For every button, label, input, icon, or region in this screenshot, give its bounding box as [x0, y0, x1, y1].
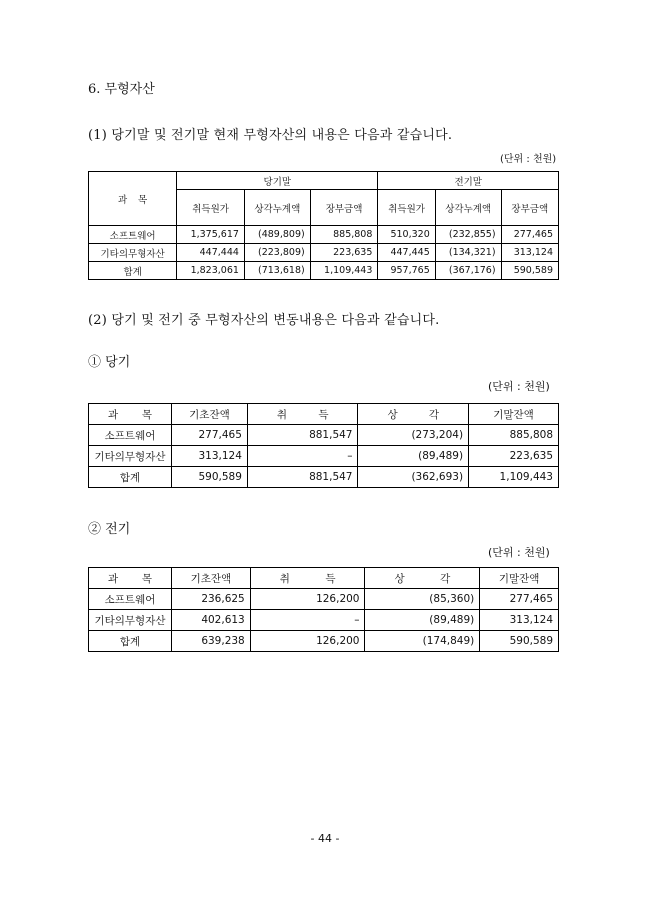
cell: 277,465: [501, 226, 558, 244]
cell: (85,360): [365, 589, 480, 610]
cell: 402,613: [172, 610, 251, 631]
col-header: 장부금액: [501, 190, 558, 226]
cell: 510,320: [378, 226, 435, 244]
row-label: 기타의무형자산: [89, 244, 177, 262]
table-row: [89, 610, 559, 631]
table-row-total: [89, 631, 559, 652]
cell: (232,855): [435, 226, 501, 244]
header-acquisition: 취 득: [250, 568, 365, 589]
cell: 223,635: [310, 244, 378, 262]
header-closing: 기말잔액: [480, 568, 559, 589]
cell: 1,375,617: [177, 226, 245, 244]
cell: 885,808: [469, 425, 559, 446]
header-subject: 과 목: [89, 568, 172, 589]
row-label: 소프트웨어: [89, 425, 172, 446]
header-opening: 기초잔액: [172, 568, 251, 589]
row-label: 기타의무형자산: [89, 610, 172, 631]
table-row: [89, 244, 559, 262]
header-current-period: 당기말: [177, 172, 378, 190]
col-header: 취득원가: [177, 190, 245, 226]
cell: 313,124: [480, 610, 559, 631]
cell: (89,489): [365, 610, 480, 631]
cell: 313,124: [172, 446, 248, 467]
paragraph-1: (1) 당기말 및 전기말 현재 무형자산의 내용은 다음과 같습니다.: [88, 128, 453, 143]
cell: 590,589: [172, 467, 248, 488]
header-opening: 기초잔액: [172, 404, 248, 425]
row-label: 기타의무형자산: [89, 446, 172, 467]
cell: (489,809): [244, 226, 310, 244]
cell: –: [250, 610, 365, 631]
unit-label-1: (단위 : 천원): [500, 154, 557, 165]
subheading-current: ① 당기: [88, 355, 131, 370]
col-header: 취득원가: [378, 190, 435, 226]
cell: 447,445: [378, 244, 435, 262]
header-amortization: 상 각: [358, 404, 469, 425]
cell: 223,635: [469, 446, 559, 467]
current-movement-table: [88, 403, 559, 488]
paragraph-2: (2) 당기 및 전기 중 무형자산의 변동내용은 다음과 같습니다.: [88, 313, 440, 328]
cell: (367,176): [435, 262, 501, 280]
prior-movement-table: [88, 567, 559, 652]
row-label: 합계: [89, 262, 177, 280]
cell: 126,200: [250, 631, 365, 652]
subheading-prior: ② 전기: [88, 522, 131, 537]
header-prior-period: 전기말: [378, 172, 559, 190]
cell: 957,765: [378, 262, 435, 280]
cell: 590,589: [480, 631, 559, 652]
cell: 1,109,443: [310, 262, 378, 280]
cell: 1,823,061: [177, 262, 245, 280]
cell: 590,589: [501, 262, 558, 280]
cell: –: [247, 446, 358, 467]
table-row-total: [89, 262, 559, 280]
page-number: - 44 -: [310, 832, 340, 845]
table-row: [89, 425, 559, 446]
cell: (89,489): [358, 446, 469, 467]
unit-label-2: (단위 : 천원): [488, 380, 550, 393]
unit-label-3: (단위 : 천원): [488, 546, 550, 559]
cell: 236,625: [172, 589, 251, 610]
header-acquisition: 취 득: [247, 404, 358, 425]
table-row: [89, 589, 559, 610]
header-amortization: 상 각: [365, 568, 480, 589]
cell: 277,465: [172, 425, 248, 446]
table-row: [89, 226, 559, 244]
row-label: 소프트웨어: [89, 226, 177, 244]
cell: 313,124: [501, 244, 558, 262]
cell: (713,618): [244, 262, 310, 280]
section-title: 6. 무형자산: [88, 82, 155, 97]
cell: (273,204): [358, 425, 469, 446]
cell: 1,109,443: [469, 467, 559, 488]
col-header: 상각누계액: [244, 190, 310, 226]
cell: (362,693): [358, 467, 469, 488]
table-row: [89, 446, 559, 467]
cell: 885,808: [310, 226, 378, 244]
header-closing: 기말잔액: [469, 404, 559, 425]
header-subject: 과 목: [89, 172, 177, 226]
col-header: 장부금액: [310, 190, 378, 226]
cell: 447,444: [177, 244, 245, 262]
intangible-balance-table: [88, 171, 559, 280]
row-label: 소프트웨어: [89, 589, 172, 610]
col-header: 상각누계액: [435, 190, 501, 226]
cell: 639,238: [172, 631, 251, 652]
cell: (134,321): [435, 244, 501, 262]
cell: 277,465: [480, 589, 559, 610]
cell: 126,200: [250, 589, 365, 610]
cell: (174,849): [365, 631, 480, 652]
cell: 881,547: [247, 467, 358, 488]
header-subject: 과 목: [89, 404, 172, 425]
row-label: 합계: [89, 631, 172, 652]
row-label: 합계: [89, 467, 172, 488]
cell: (223,809): [244, 244, 310, 262]
table-row-total: [89, 467, 559, 488]
cell: 881,547: [247, 425, 358, 446]
